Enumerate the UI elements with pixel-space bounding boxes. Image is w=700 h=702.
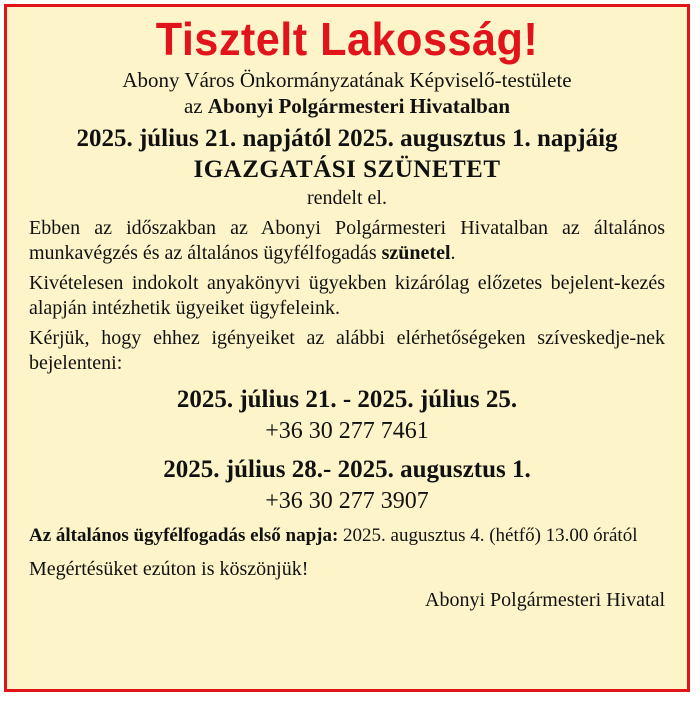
office-line-prefix: az [183,94,208,118]
ordered-line: rendelt el. [307,187,387,209]
contact-range-2: 2025. július 28.- 2025. augusztus 1. [163,456,531,483]
closure-period: 2025. július 21. napjától 2025. augusztus 1. napjáig [76,125,618,152]
office-name: Abonyi Polgármesteri Hivatalban [207,94,511,118]
contact-phone-1: +36 30 277 7461 [265,418,429,444]
paragraph-suspension-text: Ebben az időszakban az Abonyi Polgármesteri Hivatalban az általános munkavégzés és az általános ügyfélfogadás [29,217,665,264]
contact-phone-2: +36 30 277 3907 [265,488,429,514]
council-line: Abony Város Önkormányzatának Képviselő-testülete [122,68,572,92]
paragraph-suspension-end: . [450,242,456,264]
first-day-label: Az általános ügyfélfogadás első napja: [29,525,339,546]
closure-heading: IGAZGATÁSI SZÜNETET [193,156,501,183]
paragraph-suspension-bold: szünetel [381,242,451,264]
contact-range-1: 2025. július 21. - 2025. július 25. [176,386,518,413]
thanks-line: Megértésüket ezúton is köszönjük! [29,558,309,580]
first-day-value: 2025. augusztus 4. (hétfő) 13.00 órától [338,525,638,546]
paragraph-suspension [29,216,665,266]
office-line [29,93,665,119]
paragraph-request: Kérjük, hogy ehhez igényeiket az alábbi elérhetőségeken szíveskedje-nek bejelenteni: [29,327,665,374]
first-day-line [29,524,665,547]
notice-box [4,4,690,692]
notice-title: Tisztelt Lakosság! [155,13,539,65]
paragraph-exception: Kivételesen indokolt anyakönyvi ügyekben kizárólag előzetes bejelent-kezés alapján intézhetik ügyeiket ügyfeleink. [29,272,665,319]
signature: Abonyi Polgármesteri Hivatal [425,589,665,611]
